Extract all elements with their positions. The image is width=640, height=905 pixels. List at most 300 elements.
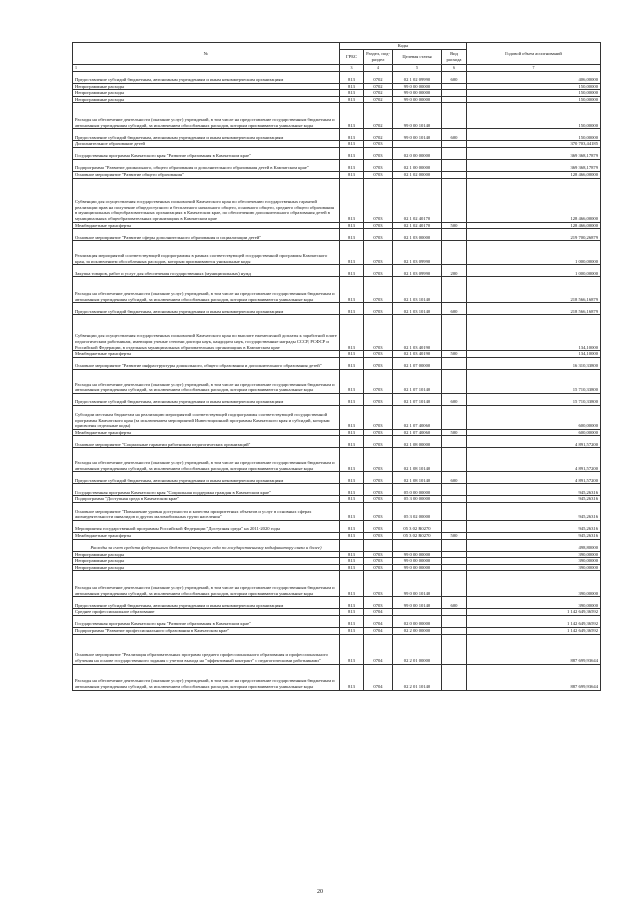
row-vid: 600 bbox=[442, 71, 467, 83]
row-grbs: 813 bbox=[340, 634, 364, 664]
row-description: Межбюджетные трансферты bbox=[73, 532, 340, 539]
table-row bbox=[73, 277, 601, 303]
row-sum: 887 699,93644 bbox=[467, 664, 601, 690]
row-sum: 128 466,00000 bbox=[467, 171, 601, 178]
row-sum: 945,26316 bbox=[467, 496, 601, 503]
row-grbs: 813 bbox=[340, 429, 364, 436]
row-vid bbox=[442, 159, 467, 171]
row-description: Предоставление субсидий бюджетным, автономным учреждениям и иным некоммерческим организациям bbox=[73, 472, 340, 484]
row-vid: 500 bbox=[442, 351, 467, 358]
row-description: Дополнительное образование детей bbox=[73, 141, 340, 148]
row-description: Основное мероприятие "Развитие общего образования" bbox=[73, 171, 340, 178]
table-row bbox=[73, 178, 601, 222]
table-row bbox=[73, 241, 601, 265]
row-sum: 128 466,00000 bbox=[467, 178, 601, 222]
header-name: № bbox=[73, 43, 340, 65]
row-sum: 15 710,33800 bbox=[467, 393, 601, 405]
row-article: 05 3 02 R0270 bbox=[393, 520, 442, 532]
row-razdel: 0702 bbox=[364, 83, 393, 90]
row-description: Расходы на обеспечение деятельности (оказание услуг) учреждений, в том числе на предоставление государственным бюджетным и автономным учреждениям субсидий, за исключением обособленных расходов, которым присваиваются уникальные коды bbox=[73, 103, 340, 129]
header-vid: Вид расхода bbox=[442, 50, 467, 65]
row-sum: 406,00000 bbox=[467, 71, 601, 83]
row-vid bbox=[442, 436, 467, 448]
row-vid: 600 bbox=[442, 303, 467, 315]
row-grbs: 813 bbox=[340, 405, 364, 429]
table-row bbox=[73, 448, 601, 472]
row-razdel bbox=[364, 539, 393, 551]
page-number: 20 bbox=[317, 889, 323, 895]
row-sum: 150,00000 bbox=[467, 90, 601, 97]
row-vid: 600 bbox=[442, 597, 467, 609]
row-description: Предоставление субсидий бюджетным, автономным учреждениям и иным некоммерческим организациям bbox=[73, 393, 340, 405]
row-razdel: 0703 bbox=[364, 277, 393, 303]
row-vid bbox=[442, 615, 467, 627]
row-vid bbox=[442, 609, 467, 616]
row-description: Предоставление субсидий бюджетным, автономным учреждениям и иным некоммерческим организациям bbox=[73, 597, 340, 609]
table-row bbox=[73, 571, 601, 597]
table-row bbox=[73, 171, 601, 178]
table-row bbox=[73, 222, 601, 229]
header-sum: Годовой объем ассигнований bbox=[467, 43, 601, 65]
row-article: 05 3 02 R0270 bbox=[393, 532, 442, 539]
row-grbs: 813 bbox=[340, 103, 364, 129]
row-sum: 219 700,26879 bbox=[467, 229, 601, 241]
row-sum: 134,10000 bbox=[467, 315, 601, 351]
row-description: Субвенции для осуществления государственных полномочий Камчатского края по выплате ежемесячной доплаты к заработной плате педагогическим работникам, имеющим ученые степени доктора наук, кандидата наук, государственные награды СССР, РСФСР и Российской Федерации, в отдельных муниципальных образовательных организациях в Камчатском крае bbox=[73, 315, 340, 351]
row-article: 02 2 01 10140 bbox=[393, 664, 442, 690]
row-vid bbox=[442, 315, 467, 351]
row-article: 05 3 02 00000 bbox=[393, 502, 442, 520]
row-vid bbox=[442, 520, 467, 532]
row-razdel: 0704 bbox=[364, 664, 393, 690]
row-grbs: 813 bbox=[340, 532, 364, 539]
row-grbs: 813 bbox=[340, 551, 364, 558]
header-num-5: 5 bbox=[393, 65, 442, 72]
row-vid bbox=[442, 405, 467, 429]
table-row bbox=[73, 129, 601, 141]
row-razdel: 0703 bbox=[364, 520, 393, 532]
row-article bbox=[393, 539, 442, 551]
table-row bbox=[73, 484, 601, 496]
row-vid bbox=[442, 484, 467, 496]
row-razdel: 0703 bbox=[364, 229, 393, 241]
table-row bbox=[73, 357, 601, 369]
row-razdel: 0703 bbox=[364, 436, 393, 448]
row-grbs: 813 bbox=[340, 241, 364, 265]
row-razdel: 0703 bbox=[364, 393, 393, 405]
row-grbs: 813 bbox=[340, 351, 364, 358]
row-article: 02 1 03 40190 bbox=[393, 315, 442, 351]
row-sum: 16 310,33800 bbox=[467, 357, 601, 369]
row-vid bbox=[442, 141, 467, 148]
row-description: Реализация мероприятий соответствующей подпрограммы в рамках соответствующей государственной программы Камчатского края, за исключением обособленных расходов, которым присваиваются уникальные коды bbox=[73, 241, 340, 265]
row-vid bbox=[442, 448, 467, 472]
row-article: 02 1 08 10140 bbox=[393, 472, 442, 484]
table-row bbox=[73, 564, 601, 571]
row-vid bbox=[442, 502, 467, 520]
row-grbs: 813 bbox=[340, 609, 364, 616]
table-row bbox=[73, 429, 601, 436]
row-grbs: 813 bbox=[340, 484, 364, 496]
row-razdel: 0703 bbox=[364, 351, 393, 358]
row-article: 99 0 00 00000 bbox=[393, 558, 442, 565]
row-sum: 390,00000 bbox=[467, 551, 601, 558]
table-row bbox=[73, 90, 601, 97]
row-sum: 369 368,17879 bbox=[467, 159, 601, 171]
row-vid bbox=[442, 103, 467, 129]
row-grbs: 813 bbox=[340, 502, 364, 520]
row-sum: 150,00000 bbox=[467, 96, 601, 103]
row-description: Непрограммные расходы bbox=[73, 551, 340, 558]
row-article: 02 1 07 00000 bbox=[393, 357, 442, 369]
row-vid bbox=[442, 627, 467, 634]
row-grbs: 813 bbox=[340, 315, 364, 351]
row-grbs: 813 bbox=[340, 90, 364, 97]
row-vid bbox=[442, 83, 467, 90]
row-grbs: 813 bbox=[340, 369, 364, 393]
row-description: Расходы на обеспечение деятельности (оказание услуг) учреждений, в том числе на предоставление государственным бюджетным и автономным учреждениям субсидий, за исключением обособленных расходов, которым присваиваются уникальные коды bbox=[73, 664, 340, 690]
row-description: Основное мероприятие "Развитие инфраструктуры дошкольного, общего образования и дополнительного образования детей" bbox=[73, 357, 340, 369]
row-description: Основное мероприятие "Развитие сферы дополнительного образования и социализации детей" bbox=[73, 229, 340, 241]
row-vid bbox=[442, 634, 467, 664]
row-razdel: 0703 bbox=[364, 496, 393, 503]
row-razdel: 0703 bbox=[364, 472, 393, 484]
row-razdel: 0704 bbox=[364, 627, 393, 634]
table-row bbox=[73, 551, 601, 558]
row-description: Межбюджетные трансферты bbox=[73, 429, 340, 436]
row-description: Субсидии местным бюджетам на реализацию мероприятий соответствующей подпрограммы соответствующей государственной программы Камчатского края (за исключением мероприятий Инвестиционной программы Камчатского края и субсидий, которым присвоены отдельные коды) bbox=[73, 405, 340, 429]
row-description: Государственная программа Камчатского края "Социальная поддержка граждан в Камчатском крае" bbox=[73, 484, 340, 496]
table-row bbox=[73, 369, 601, 393]
header-codes-group: Коды bbox=[340, 43, 467, 50]
row-article: 99 0 00 00000 bbox=[393, 96, 442, 103]
row-description: Основное мероприятие "Повышение уровня доступности и качества приоритетных объектов и услуг в основных сферах жизнедеятельности инвалидов и других маломобильных групп населения" bbox=[73, 502, 340, 520]
row-description: Подпрограмма "Доступная среда в Камчатском крае" bbox=[73, 496, 340, 503]
row-razdel: 0703 bbox=[364, 357, 393, 369]
row-grbs: 813 bbox=[340, 159, 364, 171]
row-vid bbox=[442, 369, 467, 393]
row-description: Основное мероприятие "Социальные гарантии работникам педагогических организаций" bbox=[73, 436, 340, 448]
row-razdel: 0703 bbox=[364, 315, 393, 351]
row-sum: 218 566,16879 bbox=[467, 303, 601, 315]
row-grbs: 813 bbox=[340, 171, 364, 178]
row-razdel: 0703 bbox=[364, 265, 393, 277]
table-row bbox=[73, 315, 601, 351]
row-article bbox=[393, 141, 442, 148]
row-grbs: 813 bbox=[340, 615, 364, 627]
header-num-4: 4 bbox=[364, 65, 393, 72]
row-razdel: 0703 bbox=[364, 171, 393, 178]
table-row bbox=[73, 597, 601, 609]
row-vid bbox=[442, 664, 467, 690]
header-razdel: Раздел, под-раздел bbox=[364, 50, 393, 65]
row-razdel: 0703 bbox=[364, 597, 393, 609]
row-grbs: 813 bbox=[340, 229, 364, 241]
row-sum: 4 891,57200 bbox=[467, 436, 601, 448]
budget-table-sheet bbox=[72, 42, 600, 691]
row-vid bbox=[442, 90, 467, 97]
row-sum: 4 891,57200 bbox=[467, 448, 601, 472]
row-article: 02 1 07 10140 bbox=[393, 369, 442, 393]
row-sum: 887 699,93644 bbox=[467, 634, 601, 664]
row-vid: 500 bbox=[442, 222, 467, 229]
row-vid: 500 bbox=[442, 532, 467, 539]
row-vid bbox=[442, 171, 467, 178]
row-razdel: 0704 bbox=[364, 615, 393, 627]
row-article: 99 0 00 10140 bbox=[393, 597, 442, 609]
table-row bbox=[73, 141, 601, 148]
row-razdel: 0702 bbox=[364, 90, 393, 97]
header-num-7: 7 bbox=[467, 65, 601, 72]
row-razdel: 0703 bbox=[364, 571, 393, 597]
row-sum: 1 142 649,36592 bbox=[467, 609, 601, 616]
row-vid: 600 bbox=[442, 393, 467, 405]
table-row bbox=[73, 147, 601, 159]
row-sum: 945,26316 bbox=[467, 520, 601, 532]
row-article: 99 0 00 00000 bbox=[393, 90, 442, 97]
row-grbs: 813 bbox=[340, 520, 364, 532]
row-article: 02 1 03 00000 bbox=[393, 229, 442, 241]
row-razdel: 0703 bbox=[364, 147, 393, 159]
row-article: 02 1 07 40060 bbox=[393, 405, 442, 429]
table-row bbox=[73, 265, 601, 277]
row-grbs: 813 bbox=[340, 664, 364, 690]
table-row bbox=[73, 351, 601, 358]
table-row bbox=[73, 609, 601, 616]
header-num-6: 6 bbox=[442, 65, 467, 72]
row-sum: 1 000,00000 bbox=[467, 241, 601, 265]
row-article: 05 3 00 00000 bbox=[393, 496, 442, 503]
row-article: 02 1 03 09990 bbox=[393, 265, 442, 277]
row-description: Государственная программа Камчатского края "Развитие образования в Камчатском крае" bbox=[73, 147, 340, 159]
row-grbs: 813 bbox=[340, 393, 364, 405]
row-article: 02 1 02 09990 bbox=[393, 71, 442, 83]
row-description: Государственная программа Камчатского края "Развитие образования в Камчатском крае" bbox=[73, 615, 340, 627]
row-grbs: 813 bbox=[340, 277, 364, 303]
row-razdel: 0703 bbox=[364, 369, 393, 393]
row-grbs: 813 bbox=[340, 303, 364, 315]
row-article: 05 0 00 00000 bbox=[393, 484, 442, 496]
row-razdel: 0703 bbox=[364, 448, 393, 472]
row-article bbox=[393, 609, 442, 616]
table-row bbox=[73, 303, 601, 315]
row-article: 02 1 07 10140 bbox=[393, 393, 442, 405]
row-article: 02 0 00 00000 bbox=[393, 147, 442, 159]
row-sum: 390,00000 bbox=[467, 558, 601, 565]
row-razdel: 0702 bbox=[364, 103, 393, 129]
table-row bbox=[73, 627, 601, 634]
row-sum: 370 703,44185 bbox=[467, 141, 601, 148]
row-razdel: 0704 bbox=[364, 609, 393, 616]
row-razdel: 0703 bbox=[364, 303, 393, 315]
table-row bbox=[73, 520, 601, 532]
row-vid: 500 bbox=[442, 429, 467, 436]
row-grbs: 813 bbox=[340, 627, 364, 634]
row-grbs: 813 bbox=[340, 141, 364, 148]
row-description: Предоставление субсидий бюджетным, автономным учреждениям и иным некоммерческим организациям bbox=[73, 303, 340, 315]
row-article: 99 0 00 00000 bbox=[393, 564, 442, 571]
row-sum: 390,00000 bbox=[467, 571, 601, 597]
row-razdel: 0703 bbox=[364, 558, 393, 565]
row-razdel: 0703 bbox=[364, 241, 393, 265]
row-description: Предоставление субсидий бюджетным, автономным учреждениям и иным некоммерческим организациям bbox=[73, 71, 340, 83]
table-row bbox=[73, 496, 601, 503]
row-grbs: 813 bbox=[340, 597, 364, 609]
row-vid: 200 bbox=[442, 265, 467, 277]
row-description: Непрограммные расходы bbox=[73, 96, 340, 103]
row-razdel: 0702 bbox=[364, 71, 393, 83]
row-article: 02 1 00 00000 bbox=[393, 159, 442, 171]
row-description: Расходы на обеспечение деятельности (оказание услуг) учреждений, в том числе на предоставление государственным бюджетным и автономным учреждениям субсидий, за исключением обособленных расходов, которым присваиваются уникальные коды bbox=[73, 369, 340, 393]
row-description: Основное мероприятие "Реализация образовательных программ среднего профессионального образования и профессионального обучения на основе государственного задания с учетом выхода на "эффективный контракт" с педагогическими работниками" bbox=[73, 634, 340, 664]
row-vid bbox=[442, 96, 467, 103]
row-razdel: 0703 bbox=[364, 551, 393, 558]
row-sum: 369 368,17879 bbox=[467, 147, 601, 159]
row-grbs: 813 bbox=[340, 129, 364, 141]
row-razdel: 0703 bbox=[364, 564, 393, 571]
row-grbs: 813 bbox=[340, 71, 364, 83]
row-razdel: 0702 bbox=[364, 129, 393, 141]
header-num-3: 3 bbox=[340, 65, 364, 72]
row-description: Закупка товаров, работ и услуг для обеспечения государственных (муниципальных) нужд bbox=[73, 265, 340, 277]
row-vid bbox=[442, 241, 467, 265]
row-vid bbox=[442, 496, 467, 503]
row-description: Предоставление субсидий бюджетным, автономным учреждениям и иным некоммерческим организациям bbox=[73, 129, 340, 141]
row-description: Непрограммные расходы bbox=[73, 83, 340, 90]
row-sum: 15 710,33800 bbox=[467, 369, 601, 393]
row-grbs: 813 bbox=[340, 357, 364, 369]
row-grbs bbox=[340, 539, 364, 551]
row-razdel: 0704 bbox=[364, 634, 393, 664]
row-sum: 1 000,00000 bbox=[467, 265, 601, 277]
row-grbs: 813 bbox=[340, 178, 364, 222]
header-grbs: ГРБС bbox=[340, 50, 364, 65]
table-row bbox=[73, 159, 601, 171]
row-grbs: 813 bbox=[340, 147, 364, 159]
row-description: Непрограммные расходы bbox=[73, 564, 340, 571]
row-article: 02 0 00 00000 bbox=[393, 615, 442, 627]
table-row bbox=[73, 71, 601, 83]
header-article: Целевая статья bbox=[393, 50, 442, 65]
row-description: Расходы на обеспечение деятельности (оказание услуг) учреждений, в том числе на предоставление государственным бюджетным и автономным учреждениям субсидий, за исключением обособленных расходов, которым присваиваются уникальные коды bbox=[73, 448, 340, 472]
row-description: Непрограммные расходы bbox=[73, 558, 340, 565]
row-article: 99 0 00 00000 bbox=[393, 83, 442, 90]
row-sum: 150,00000 bbox=[467, 83, 601, 90]
row-article: 02 1 03 10140 bbox=[393, 303, 442, 315]
row-article: 02 1 03 09990 bbox=[393, 241, 442, 265]
table-row bbox=[73, 103, 601, 129]
row-razdel: 0703 bbox=[364, 532, 393, 539]
row-razdel: 0703 bbox=[364, 484, 393, 496]
row-vid: 600 bbox=[442, 129, 467, 141]
row-article: 02 1 07 40060 bbox=[393, 429, 442, 436]
row-sum: 600,00000 bbox=[467, 405, 601, 429]
row-razdel: 0702 bbox=[364, 96, 393, 103]
row-grbs: 813 bbox=[340, 96, 364, 103]
table-row bbox=[73, 229, 601, 241]
table-row bbox=[73, 436, 601, 448]
row-sum: 218 566,16879 bbox=[467, 277, 601, 303]
row-sum: 945,26316 bbox=[467, 484, 601, 496]
row-sum: 4 891,57200 bbox=[467, 472, 601, 484]
row-sum: 945,26316 bbox=[467, 532, 601, 539]
row-article: 02 1 03 10140 bbox=[393, 277, 442, 303]
table-row bbox=[73, 472, 601, 484]
row-grbs: 813 bbox=[340, 564, 364, 571]
row-description: Мероприятия государственной программы Российской Федерации "Доступная среда" на 2011-2020 годы bbox=[73, 520, 340, 532]
table-row bbox=[73, 393, 601, 405]
row-grbs: 813 bbox=[340, 472, 364, 484]
table-row bbox=[73, 664, 601, 690]
row-article: 02 2 01 00000 bbox=[393, 634, 442, 664]
header-num-1: 1 bbox=[73, 65, 340, 72]
row-grbs: 813 bbox=[340, 265, 364, 277]
table-row bbox=[73, 405, 601, 429]
row-vid bbox=[442, 558, 467, 565]
row-sum: 390,00000 bbox=[467, 597, 601, 609]
row-grbs: 813 bbox=[340, 222, 364, 229]
row-description: Подпрограмма "Развитие профессионального образования в Камчатском крае" bbox=[73, 627, 340, 634]
row-description: Непрограммные расходы bbox=[73, 90, 340, 97]
row-article: 02 1 02 40170 bbox=[393, 178, 442, 222]
row-razdel: 0703 bbox=[364, 159, 393, 171]
table-row bbox=[73, 558, 601, 565]
row-article: 99 0 00 10140 bbox=[393, 129, 442, 141]
table-row bbox=[73, 615, 601, 627]
row-vid bbox=[442, 147, 467, 159]
row-article: 99 0 00 10140 bbox=[393, 571, 442, 597]
table-row bbox=[73, 532, 601, 539]
table-row bbox=[73, 539, 601, 551]
table-row bbox=[73, 96, 601, 103]
table-row bbox=[73, 502, 601, 520]
table-row bbox=[73, 83, 601, 90]
row-sum: 1 142 649,36592 bbox=[467, 615, 601, 627]
row-description: Межбюджетные трансферты bbox=[73, 351, 340, 358]
row-vid bbox=[442, 551, 467, 558]
table-row bbox=[73, 634, 601, 664]
row-description: Межбюджетные трансферты bbox=[73, 222, 340, 229]
row-description: Среднее профессиональное образование bbox=[73, 609, 340, 616]
row-description: Подпрограмма "Развитие дошкольного, общего образования и дополнительного образования детей в Камчатском крае" bbox=[73, 159, 340, 171]
row-vid bbox=[442, 229, 467, 241]
row-article: 02 1 02 40170 bbox=[393, 222, 442, 229]
row-razdel: 0703 bbox=[364, 429, 393, 436]
row-sum: 128 466,00000 bbox=[467, 222, 601, 229]
row-article: 02 1 03 40190 bbox=[393, 351, 442, 358]
row-article: 99 0 00 00000 bbox=[393, 551, 442, 558]
row-sum: 498,80000 bbox=[467, 539, 601, 551]
budget-table bbox=[72, 42, 601, 691]
row-article: 99 0 00 10140 bbox=[393, 103, 442, 129]
row-article: 02 1 02 00000 bbox=[393, 171, 442, 178]
row-sum: 150,00000 bbox=[467, 129, 601, 141]
row-razdel: 0703 bbox=[364, 502, 393, 520]
row-vid bbox=[442, 357, 467, 369]
row-article: 02 1 08 10140 bbox=[393, 448, 442, 472]
row-description: Субвенции для осуществления государственных полномочий Камчатского края по обеспечению государственных гарантий реализации прав на получение общедоступного и бесплатного начального общего, основного общего, среднего общего образования в муниципальных общеобразовательных организациях в Камчатском крае, по обеспечению дополнительного образования детей в муниципальных общеобразовательных организациях в Камчатском крае bbox=[73, 178, 340, 222]
row-grbs: 813 bbox=[340, 436, 364, 448]
row-vid bbox=[442, 571, 467, 597]
row-grbs: 813 bbox=[340, 83, 364, 90]
row-vid bbox=[442, 277, 467, 303]
row-sum: 1 142 649,36592 bbox=[467, 627, 601, 634]
row-grbs: 813 bbox=[340, 558, 364, 565]
row-grbs: 813 bbox=[340, 496, 364, 503]
row-sum: 134,10000 bbox=[467, 351, 601, 358]
row-article: 02 1 08 00000 bbox=[393, 436, 442, 448]
row-article: 02 2 00 00000 bbox=[393, 627, 442, 634]
